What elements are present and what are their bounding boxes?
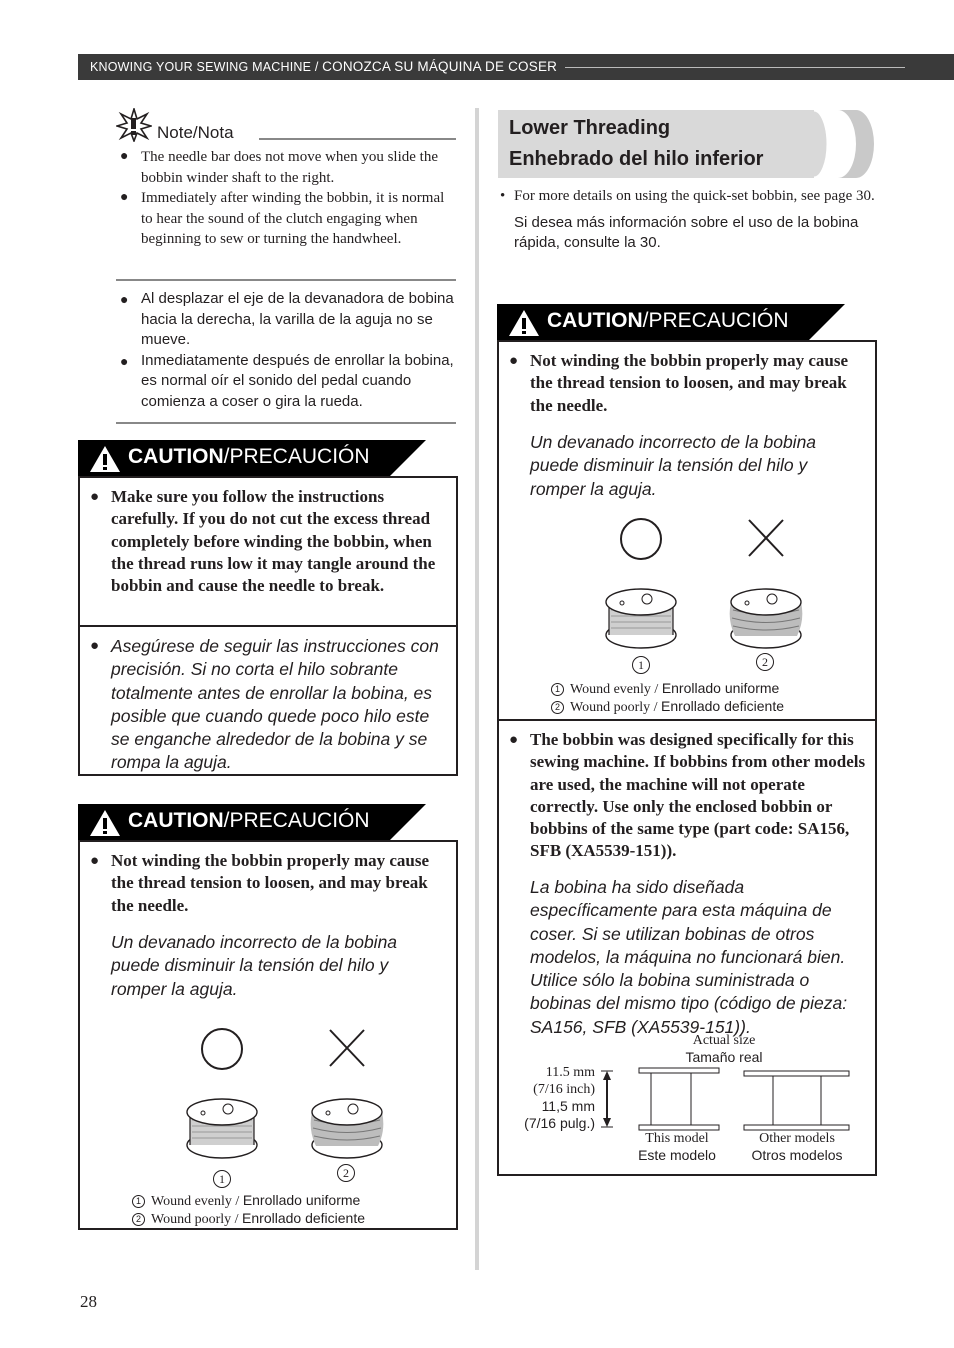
correct-circle-icon	[621, 519, 661, 559]
caution-text-es: Un devanado incorrecto de la bobina puede disminuir la tensión del hilo y romper la aguja.	[530, 432, 817, 499]
caution-text-en: ● Make sure you follow the instructions carefully. If you do not cut the excess thread completely before winding the bobbin, when the thread runs low it may tangle around the bobbin and cause the needle to break.	[90, 487, 436, 596]
note-list-en	[116, 147, 456, 250]
bobbin-poor-image	[311, 1099, 384, 1158]
caution-separator	[80, 625, 456, 627]
caution-separator	[499, 719, 875, 721]
other-model-bobbin-profile	[744, 1071, 849, 1130]
bobbin-even-image	[606, 589, 676, 648]
header-rule	[565, 67, 905, 68]
note-item: ● The needle bar does not move when you slide the bobbin winder shaft to the right.	[116, 147, 456, 188]
caution-box-3	[497, 304, 877, 1176]
caution-label-rest: /PRECAUCIÓN	[223, 809, 370, 832]
note-item: ● Inmediatamente después de enrollar la bobina, es normal oír el sonido del pedal cuando comienza a coser o gira la rueda.	[116, 351, 456, 413]
warning-icon	[88, 808, 122, 838]
caution-text-en: ● Not winding the bobbin properly may cause the thread tension to loosen, and may break the needle.	[509, 351, 849, 415]
figure-caption: 1 Wound evenly / Enrollado uniforme 2 Wound poorly / Enrollado deficiente	[551, 680, 871, 716]
caution-text-es: ● Asegúrese de seguir las instrucciones con precisión. Si no corta el hilo sobrante totalmente antes de enrollar la bobina, es posible que cuando quede poco hilo este se enganche alrededor de la bobina y se rompa la aguja.	[90, 636, 439, 773]
section-title-en: Lower Threading	[509, 117, 671, 139]
note-item: ● Immediately after winding the bobbin, it is normal to hear the sound of the clutch engaging when beginning to sew or turning the handwheel.	[116, 188, 456, 250]
bobbin-illustration	[499, 510, 875, 670]
bobbin-illustration	[80, 1020, 456, 1180]
figure-label-1: 1	[213, 1170, 231, 1188]
caution-text-es: Un devanado incorrecto de la bobina puede disminuir la tensión del hilo y romper la aguja.	[111, 932, 398, 999]
wrong-cross-icon	[749, 520, 783, 556]
correct-circle-icon	[202, 1029, 242, 1069]
header-section-en: KNOWING YOUR SEWING MACHINE /	[90, 60, 323, 74]
note-bottom-rule	[116, 422, 456, 424]
figure-label-1: 1	[632, 656, 650, 674]
this-model-bobbin-profile	[639, 1068, 719, 1130]
caution-text-en-2: ● The bobbin was designed specifically for this sewing machine. If bobbins from other models are used, the machine will not operate correctly. Use only the enclosed bobbin or bobbins of the same type (part code: SA156, SFB (XA5539-151)).	[509, 730, 866, 861]
running-header	[78, 54, 954, 80]
caution-body	[78, 840, 458, 1230]
caution-banner	[78, 804, 390, 840]
figure-caption: 1 Wound evenly / Enrollado uniforme 2 Wound poorly / Enrollado deficiente	[132, 1192, 452, 1228]
caution-box-2	[78, 804, 458, 1230]
warning-icon	[507, 308, 541, 338]
caution-label-bold: CAUTION	[128, 445, 224, 468]
caution-label-bold: CAUTION	[128, 809, 224, 832]
caution-box-1	[78, 440, 458, 775]
header-section-es: CONOZCA SU MÁQUINA DE COSER	[322, 59, 558, 74]
caution-text-es-2: La bobina ha sido diseñada específicamente para esta máquina de coser. Si se utilizan bobinas de otros modelos, la máquina no funcionará bien. Utilice sólo la bobina suministrada o bobinas del mismo tipo (código de pieza: SA156, SFB (XA5539-151)).	[530, 877, 848, 1037]
wrong-cross-icon	[330, 1030, 364, 1066]
section-bullet: • For more details on using the quick-set bobbin, see page 30. Si desea más información sobre el uso de la bobina rápida, consulte la 30.	[500, 186, 876, 254]
caution-text-en: ● Not winding the bobbin properly may cause the thread tension to loosen, and may break the needle.	[90, 851, 430, 915]
note-item: ● Al desplazar el eje de la devanadora de bobina hacia la derecha, la varilla de la aguja no se mueve.	[116, 289, 456, 351]
warning-icon	[88, 444, 122, 474]
actual-size-label: Actual size Tamaño real	[685, 1033, 763, 1065]
this-model-label: This model Este modelo	[638, 1131, 716, 1163]
caution-body	[497, 340, 877, 1176]
caution-banner	[497, 304, 809, 340]
note-list-es	[116, 289, 456, 412]
other-models-label: Other models Otros modelos	[751, 1131, 843, 1163]
figure-label-2: 2	[756, 653, 774, 671]
column-divider	[475, 108, 479, 1270]
actual-size-diagram	[599, 1066, 869, 1136]
caution-banner	[78, 440, 390, 476]
bobbin-even-image	[187, 1099, 257, 1158]
caution-label-rest: /PRECAUCIÓN	[642, 309, 789, 332]
note-title-rule	[259, 138, 456, 140]
page-number: 28	[80, 1292, 97, 1311]
section-title-es: Enhebrado del hilo inferior	[509, 148, 764, 170]
note-divider	[116, 279, 456, 281]
section-bullet-es: Si desea más información sobre el uso de la bobina rápida, consulte la 30.	[514, 213, 859, 251]
caution-label-rest: /PRECAUCIÓN	[223, 445, 370, 468]
section-bullet-en: For more details on using the quick-set bobbin, see page 30.	[514, 188, 875, 204]
dimension-label: 11.5 mm (7/16 inch) 11,5 mm (7/16 pulg.)	[524, 1065, 595, 1131]
bobbin-poor-image	[730, 589, 803, 648]
caution-body	[78, 476, 458, 776]
dimension-arrow	[601, 1071, 613, 1127]
caution-label-bold: CAUTION	[547, 309, 643, 332]
figure-label-2: 2	[337, 1164, 355, 1182]
section-heading	[498, 110, 874, 178]
note-icon	[116, 108, 152, 142]
note-title: Note/Nota	[157, 123, 234, 142]
